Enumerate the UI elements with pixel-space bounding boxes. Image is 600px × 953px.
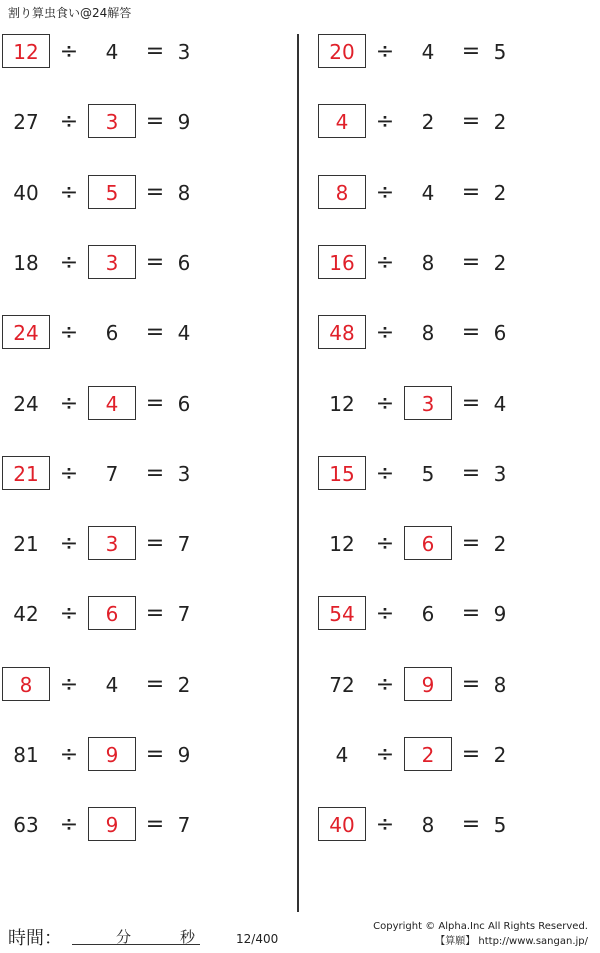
quotient: 2: [493, 110, 507, 134]
equals-sign: =: [145, 180, 165, 205]
answer-box[interactable]: 9: [404, 667, 452, 701]
quotient: 2: [493, 181, 507, 205]
quotient: 3: [177, 40, 191, 64]
dividend: 27: [13, 110, 39, 134]
divide-sign: ÷: [375, 391, 395, 416]
divide-sign: ÷: [375, 601, 395, 626]
problem-row: [318, 665, 600, 705]
divide-sign: ÷: [375, 320, 395, 345]
equals-sign: =: [461, 531, 481, 556]
equals-sign: =: [145, 109, 165, 134]
divisor: 6: [105, 321, 119, 345]
quotient: 6: [177, 251, 191, 275]
problem-row: [318, 313, 600, 353]
equals-sign: =: [145, 250, 165, 275]
problem-row: [318, 384, 600, 424]
seconds-label: 秒: [180, 928, 196, 946]
equals-sign: =: [461, 39, 481, 64]
equals-sign: =: [145, 672, 165, 697]
equals-sign: =: [145, 742, 165, 767]
divisor: 8: [421, 321, 435, 345]
quotient: 9: [493, 602, 507, 626]
equals-sign: =: [461, 812, 481, 837]
divide-sign: ÷: [375, 812, 395, 837]
answer-box[interactable]: 15: [318, 456, 366, 490]
worksheet-title: 割り算虫食い@24解答: [8, 6, 132, 20]
dividend: 12: [329, 532, 355, 556]
quotient: 3: [177, 462, 191, 486]
divide-sign: ÷: [375, 672, 395, 697]
dividend: 21: [13, 532, 39, 556]
quotient: 7: [177, 602, 191, 626]
quotient: 7: [177, 813, 191, 837]
equals-sign: =: [461, 320, 481, 345]
problem-row: [318, 524, 600, 564]
divide-sign: ÷: [59, 601, 79, 626]
problem-row: [318, 173, 600, 213]
equals-sign: =: [461, 672, 481, 697]
quotient: 2: [493, 743, 507, 767]
quotient: 8: [493, 673, 507, 697]
answer-box[interactable]: 2: [404, 737, 452, 771]
answer-box[interactable]: 4: [318, 104, 366, 138]
quotient: 4: [493, 392, 507, 416]
dividend: 42: [13, 602, 39, 626]
answer-box[interactable]: 20: [318, 34, 366, 68]
quotient: 2: [493, 251, 507, 275]
quotient: 2: [177, 673, 191, 697]
answer-box[interactable]: 6: [88, 596, 136, 630]
equals-sign: =: [145, 461, 165, 486]
divide-sign: ÷: [375, 180, 395, 205]
equals-sign: =: [145, 320, 165, 345]
answer-box[interactable]: 24: [2, 315, 50, 349]
quotient: 5: [493, 40, 507, 64]
divide-sign: ÷: [59, 742, 79, 767]
quotient: 3: [493, 462, 507, 486]
answer-box[interactable]: 21: [2, 456, 50, 490]
quotient: 6: [177, 392, 191, 416]
quotient: 9: [177, 743, 191, 767]
divide-sign: ÷: [375, 742, 395, 767]
answer-box[interactable]: 40: [318, 807, 366, 841]
divisor: 4: [105, 673, 119, 697]
dividend: 63: [13, 813, 39, 837]
divisor: 4: [421, 181, 435, 205]
divisor: 8: [421, 251, 435, 275]
equals-sign: =: [461, 601, 481, 626]
problem-row: [318, 454, 600, 494]
quotient: 7: [177, 532, 191, 556]
divisor: 4: [105, 40, 119, 64]
divisor: 2: [421, 110, 435, 134]
dividend: 4: [335, 743, 349, 767]
equals-sign: =: [145, 812, 165, 837]
divide-sign: ÷: [375, 461, 395, 486]
answer-box[interactable]: 16: [318, 245, 366, 279]
divide-sign: ÷: [375, 531, 395, 556]
answer-box[interactable]: 3: [88, 526, 136, 560]
quotient: 5: [493, 813, 507, 837]
divide-sign: ÷: [375, 39, 395, 64]
answer-box[interactable]: 9: [88, 737, 136, 771]
answer-box[interactable]: 8: [2, 667, 50, 701]
minutes-label: 分: [116, 928, 132, 946]
answer-box[interactable]: 48: [318, 315, 366, 349]
answer-box[interactable]: 8: [318, 175, 366, 209]
problem-row: [318, 805, 600, 845]
equals-sign: =: [461, 180, 481, 205]
dividend: 40: [13, 181, 39, 205]
divide-sign: ÷: [59, 320, 79, 345]
divide-sign: ÷: [59, 109, 79, 134]
divide-sign: ÷: [375, 109, 395, 134]
divisor: 7: [105, 462, 119, 486]
dividend: 81: [13, 743, 39, 767]
problem-row: [318, 102, 600, 142]
answer-box[interactable]: 3: [88, 245, 136, 279]
equals-sign: =: [145, 39, 165, 64]
divisor: 4: [421, 40, 435, 64]
answer-box[interactable]: 54: [318, 596, 366, 630]
page-number: 12/400: [236, 932, 279, 946]
answer-box[interactable]: 4: [88, 386, 136, 420]
answer-box[interactable]: 9: [88, 807, 136, 841]
quotient: 6: [493, 321, 507, 345]
divide-sign: ÷: [59, 812, 79, 837]
problem-row: [318, 243, 600, 283]
problem-row: [318, 32, 600, 72]
equals-sign: =: [461, 109, 481, 134]
equals-sign: =: [145, 601, 165, 626]
equals-sign: =: [461, 250, 481, 275]
problem-row: [318, 594, 600, 634]
quotient: 8: [177, 181, 191, 205]
dividend: 72: [329, 673, 355, 697]
divide-sign: ÷: [59, 180, 79, 205]
equals-sign: =: [145, 391, 165, 416]
equals-sign: =: [461, 461, 481, 486]
answer-box[interactable]: 3: [88, 104, 136, 138]
divide-sign: ÷: [59, 531, 79, 556]
divide-sign: ÷: [59, 672, 79, 697]
quotient: 9: [177, 110, 191, 134]
answer-box[interactable]: 5: [88, 175, 136, 209]
divide-sign: ÷: [59, 391, 79, 416]
equals-sign: =: [461, 391, 481, 416]
answer-box[interactable]: 12: [2, 34, 50, 68]
equals-sign: =: [145, 531, 165, 556]
divisor: 6: [421, 602, 435, 626]
answer-box[interactable]: 6: [404, 526, 452, 560]
copyright-block: [373, 919, 588, 949]
dividend: 18: [13, 251, 39, 275]
divide-sign: ÷: [375, 250, 395, 275]
answer-box[interactable]: 3: [404, 386, 452, 420]
dividend: 12: [329, 392, 355, 416]
dividend: 24: [13, 392, 39, 416]
problem-row: [318, 735, 600, 775]
divide-sign: ÷: [59, 250, 79, 275]
quotient: 4: [177, 321, 191, 345]
copyright-text: Copyright © Alpha.Inc All Rights Reserved.: [373, 921, 588, 932]
equals-sign: =: [461, 742, 481, 767]
time-label: 時間：: [8, 928, 62, 949]
divisor: 5: [421, 462, 435, 486]
quotient: 2: [493, 532, 507, 556]
site-url: 【算願】 http://www.sangan.jp/: [435, 936, 588, 947]
divide-sign: ÷: [59, 461, 79, 486]
divide-sign: ÷: [59, 39, 79, 64]
divisor: 8: [421, 813, 435, 837]
